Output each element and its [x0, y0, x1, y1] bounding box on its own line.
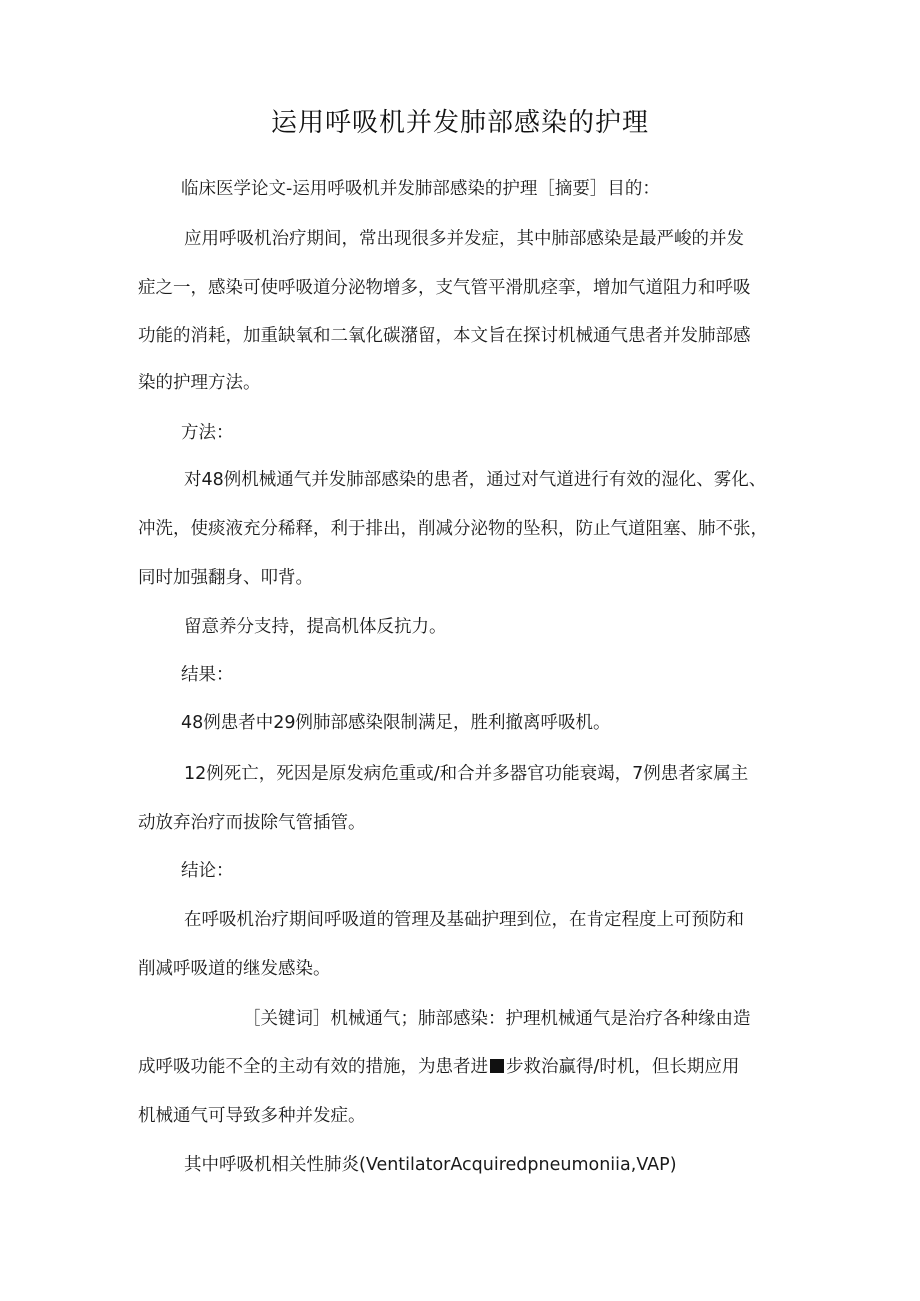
conclusion-heading: 结论： — [181, 861, 234, 881]
purpose-paragraph-line: 应用呼吸机治疗期间，常出现很多并发症，其中肺部感染是最严峻的并发 — [184, 229, 744, 249]
abstract-intro-line: 临床医学论文-运用呼吸机并发肺部感染的护理［摘要］目的： — [181, 179, 660, 199]
purpose-paragraph-line: 症之一，感染可使呼吸道分泌物增多，支气管平滑肌痉挛，增加气道阻力和呼吸 — [138, 278, 751, 298]
black-square-mark — [490, 1059, 504, 1073]
keywords-text-part: 成呼吸功能不全的主动有效的措施，为患者进 — [138, 1057, 488, 1077]
purpose-paragraph-line: 功能的消耗，加重缺氧和二氧化碳潴留，本文旨在探讨机械通气患者并发肺部感 — [138, 326, 751, 346]
keywords-paragraph-line: 机械通气可导致多种并发症。 — [138, 1106, 366, 1126]
result-heading: 结果： — [181, 665, 234, 685]
method-heading: 方法： — [181, 423, 234, 443]
method-paragraph-line: 对48例机械通气并发肺部感染的患者，通过对气道进行有效的湿化、雾化、 — [184, 470, 767, 490]
death-paragraph-line: 12例死亡，死因是原发病危重或/和合并多器官功能衰竭，7例患者家属主 — [184, 764, 749, 784]
method-paragraph-line: 冲洗，使痰液充分稀释，利于排出，削减分泌物的坠积，防止气道阻塞、肺不张， — [138, 519, 768, 539]
death-paragraph-line: 动放弃治疗而拔除气管插管。 — [138, 813, 366, 833]
result-line: 48例患者中29例肺部感染限制满足，胜利撤离呼吸机。 — [181, 713, 611, 733]
vap-line: 其中呼吸机相关性肺炎(VentilatorAcquiredpneumoniia,VAP) — [184, 1155, 677, 1175]
keywords-line: ［关键词］机械通气；肺部感染：护理机械通气是治疗各种缘由造 — [243, 1009, 751, 1029]
keywords-text-part: 步救治赢得/时机，但长期应用 — [506, 1057, 740, 1077]
conclusion-paragraph-line: 在呼吸机治疗期间呼吸道的管理及基础护理到位，在肯定程度上可预防和 — [184, 910, 744, 930]
keywords-paragraph-line — [138, 1055, 739, 1079]
conclusion-paragraph-line: 削减呼吸道的继发感染。 — [138, 959, 331, 979]
page-title: 运用呼吸机并发肺部感染的护理 — [270, 108, 649, 138]
method-paragraph-line: 同时加强翻身、叩背。 — [138, 568, 313, 588]
nutrition-line: 留意养分支持，提高机体反抗力。 — [184, 617, 447, 637]
purpose-paragraph-line: 染的护理方法。 — [138, 373, 261, 393]
